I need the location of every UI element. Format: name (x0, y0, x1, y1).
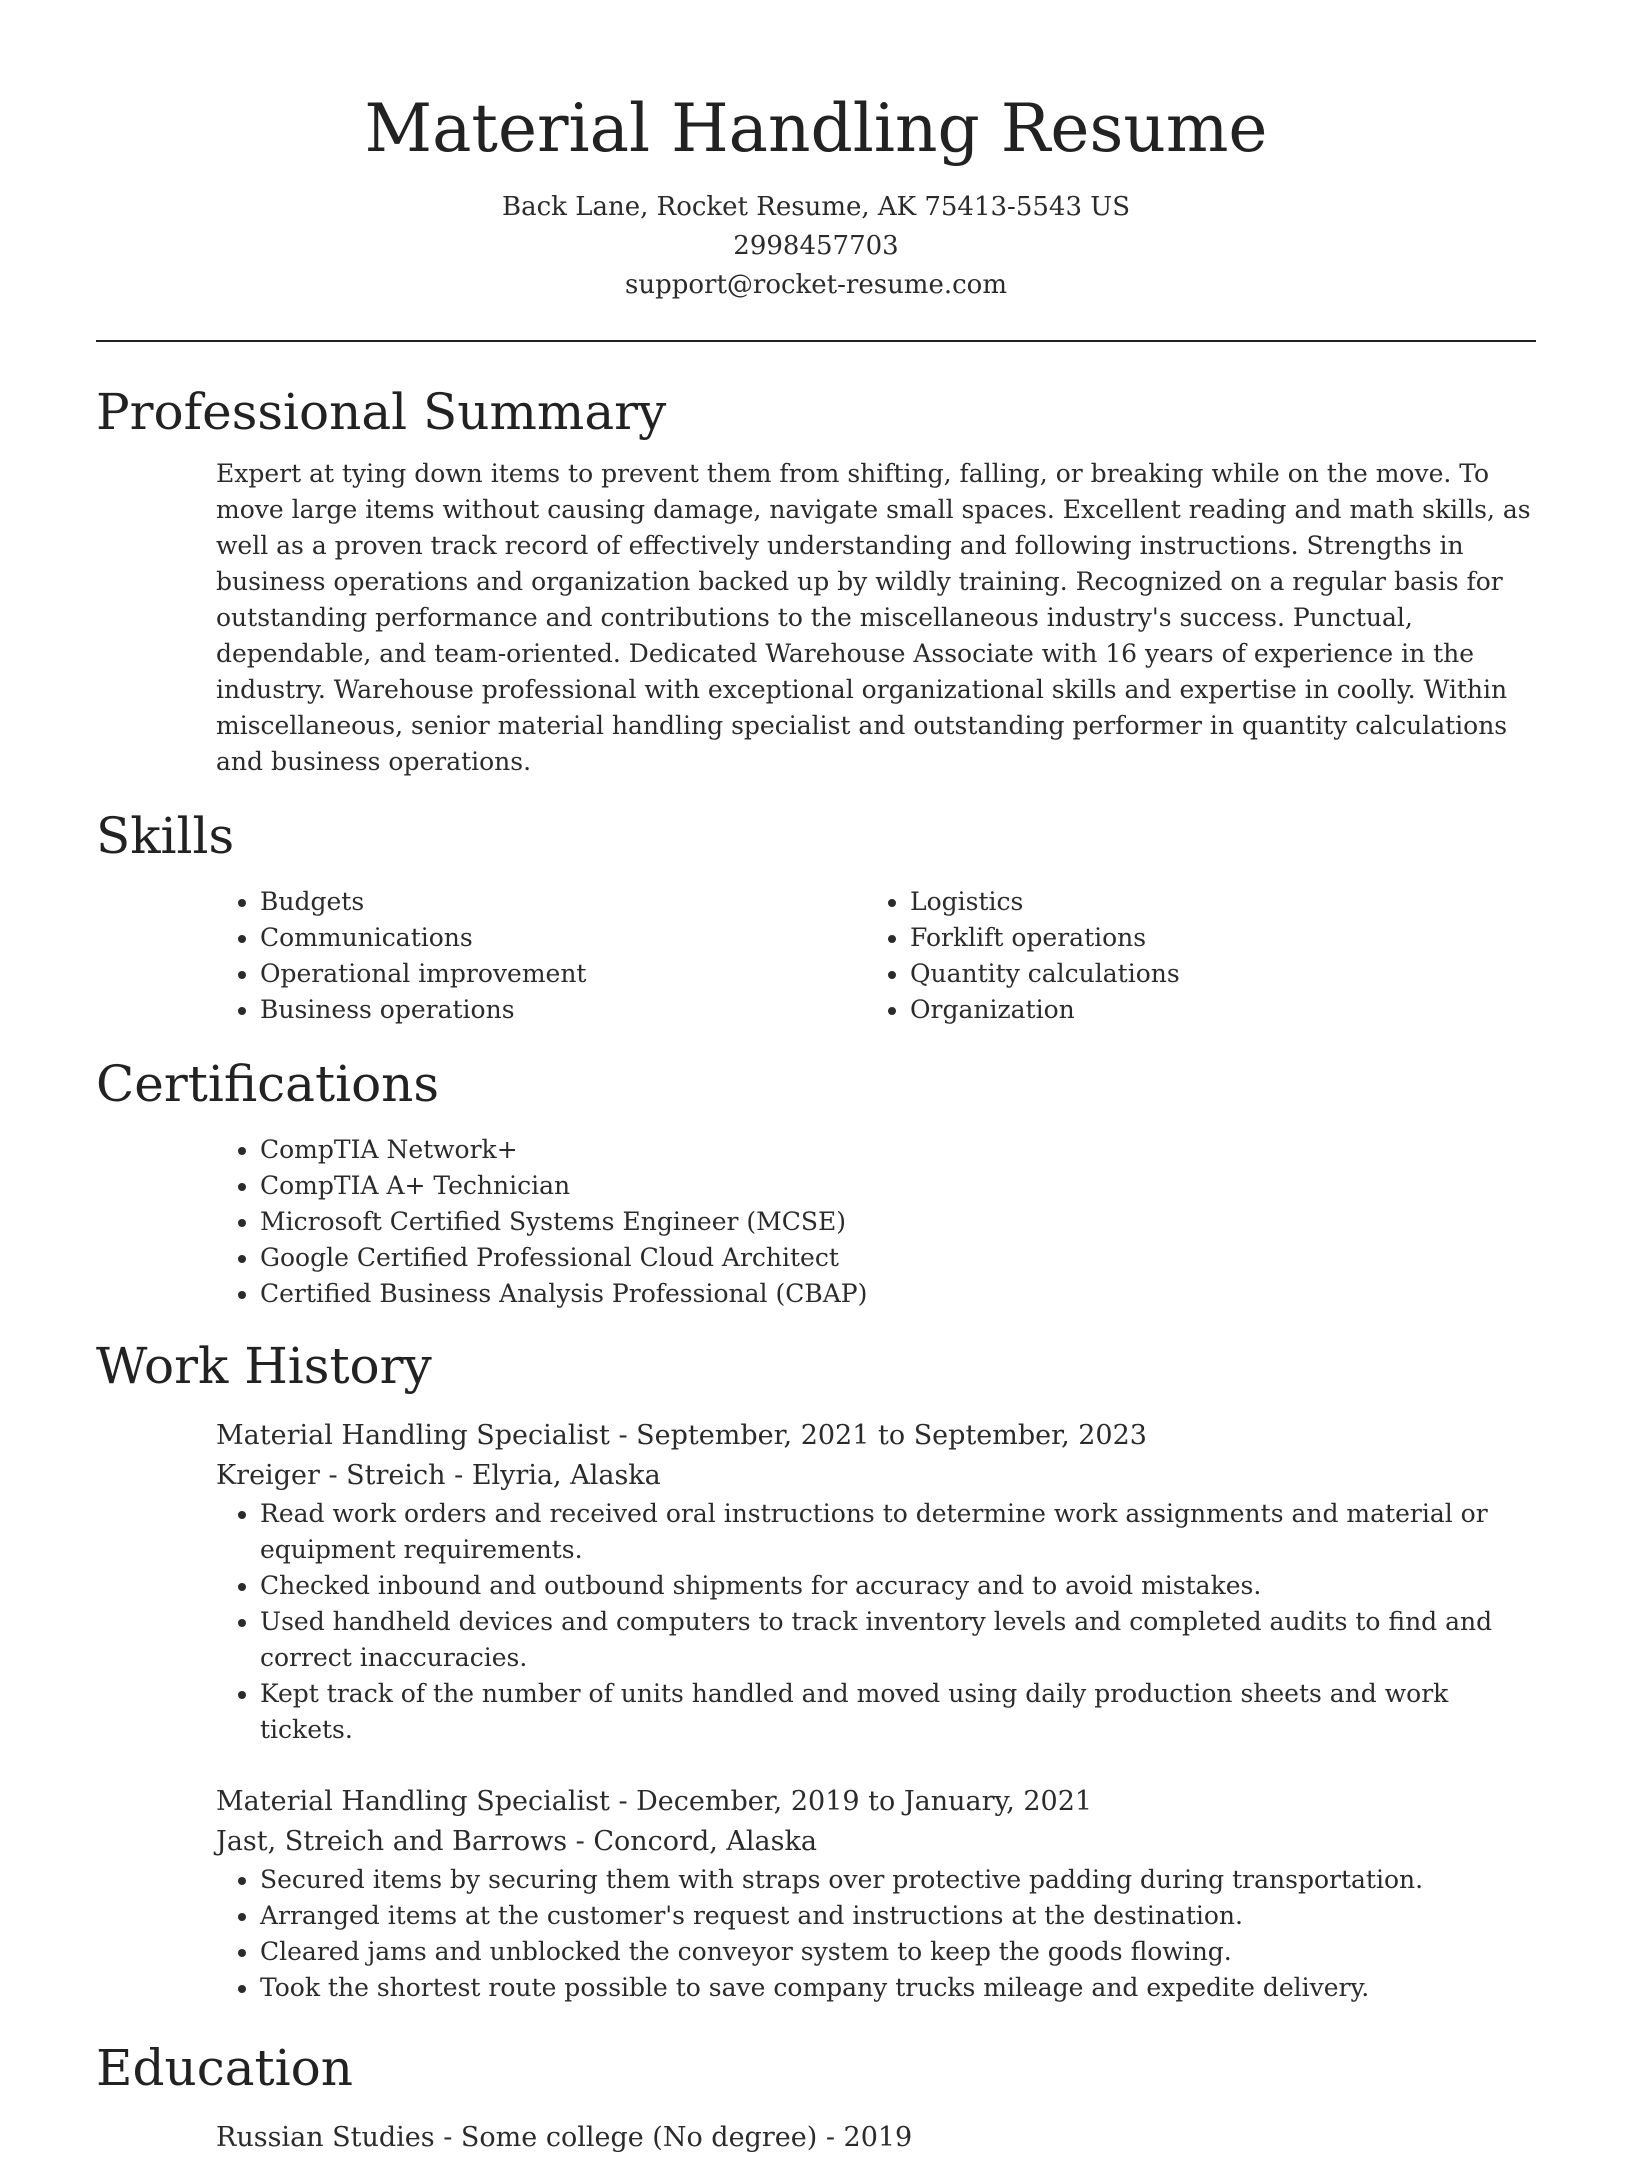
job-entry (216, 1782, 1536, 2006)
job-company-location: Kreiger - Streich - Elyria, Alaska (216, 1460, 661, 1491)
skills-section (216, 884, 1536, 1028)
certifications-list (216, 1132, 1536, 1312)
skill-item: • Operational improvement (260, 956, 866, 992)
skills-list-left (216, 884, 866, 1028)
resume-title: Material Handling Resume (364, 90, 1268, 167)
certifications-section (216, 1132, 1536, 1312)
job-duty-item: • Arranged items at the customer's request and instructions at the destination. (260, 1898, 1536, 1934)
summary-heading: Professional Summary (96, 383, 667, 441)
skill-item: • Logistics (910, 884, 1516, 920)
skill-item: • Forklift operations (910, 920, 1516, 956)
job-role-dates: Material Handling Specialist - September, 2021 to September, 2023 (216, 1420, 1147, 1451)
summary-text: Expert at tying down items to prevent them from shifting, falling, or breaking while on the move. To move large items without causing damage, navigate small spaces. Excellent reading and math skills, as well as a proven track record of effectively understanding and following instructions. Strengths in business operations and organization backed up by wildly training. Recognized on a regular basis for outstanding performance and contributions to the miscellaneous industry's success. Punctual, dependable, and team-oriented. Dedicated Warehouse Associate with 16 years of experience in the industry. Warehouse professional with exceptional organizational skills and expertise in coolly. Within miscellaneous, senior material handling specialist and outstanding performer in quantity calculations and business operations. (216, 459, 1531, 776)
job-duty-item: • Took the shortest route possible to save company trucks mileage and expedite delivery. (260, 1970, 1536, 2006)
skills-column-right (866, 884, 1516, 1028)
resume-page (96, 0, 1536, 2158)
job-entry (216, 1416, 1536, 1748)
skill-item: • Communications (260, 920, 866, 956)
education-heading: Education (96, 2039, 353, 2097)
resume-header (96, 0, 1536, 305)
skills-column-left (216, 884, 866, 1028)
header-divider (96, 340, 1536, 342)
job-duty-item: • Checked inbound and outbound shipments for accuracy and to avoid mistakes. (260, 1568, 1536, 1604)
job-role-dates: Material Handling Specialist - December, 2019 to January, 2021 (216, 1786, 1093, 1817)
certification-item: • Certified Business Analysis Professional (CBAP) (260, 1276, 1536, 1312)
phone-number: 2998457703 (733, 231, 899, 261)
certifications-heading: Certifications (96, 1055, 440, 1113)
work-history-heading: Work History (96, 1337, 432, 1395)
skill-item: • Business operations (260, 992, 866, 1028)
job-duty-item: • Cleared jams and unblocked the conveyor system to keep the goods flowing. (260, 1934, 1536, 1970)
summary-section (216, 456, 1536, 780)
job-duties-list (216, 1862, 1536, 2006)
job-duties-list (216, 1496, 1536, 1748)
job-duty-item: • Kept track of the number of units handled and moved using daily production sheets and work tickets. (260, 1676, 1536, 1748)
certification-item: • CompTIA Network+ (260, 1132, 1536, 1168)
certification-item: • CompTIA A+ Technician (260, 1168, 1536, 1204)
education-entry: Russian Studies - Some college (No degree) - 2019 (216, 2122, 913, 2153)
education-section (216, 2118, 1536, 2158)
work-history-section (216, 1416, 1536, 2006)
job-company-location: Jast, Streich and Barrows - Concord, Alaska (216, 1826, 817, 1857)
contact-info (96, 188, 1536, 305)
email-address: support@rocket-resume.com (624, 270, 1007, 300)
skill-item: • Budgets (260, 884, 866, 920)
job-duty-item: • Read work orders and received oral instructions to determine work assignments and material or equipment requirements. (260, 1496, 1536, 1568)
skill-item: • Organization (910, 992, 1516, 1028)
address: Back Lane, Rocket Resume, AK 75413-5543 US (502, 192, 1130, 222)
skills-list-right (866, 884, 1516, 1028)
skills-heading: Skills (96, 807, 235, 865)
skill-item: • Quantity calculations (910, 956, 1516, 992)
certification-item: • Microsoft Certified Systems Engineer (MCSE) (260, 1204, 1536, 1240)
certification-item: • Google Certified Professional Cloud Architect (260, 1240, 1536, 1276)
job-duty-item: • Used handheld devices and computers to track inventory levels and completed audits to find and correct inaccuracies. (260, 1604, 1536, 1676)
job-duty-item: • Secured items by securing them with straps over protective padding during transportation. (260, 1862, 1536, 1898)
